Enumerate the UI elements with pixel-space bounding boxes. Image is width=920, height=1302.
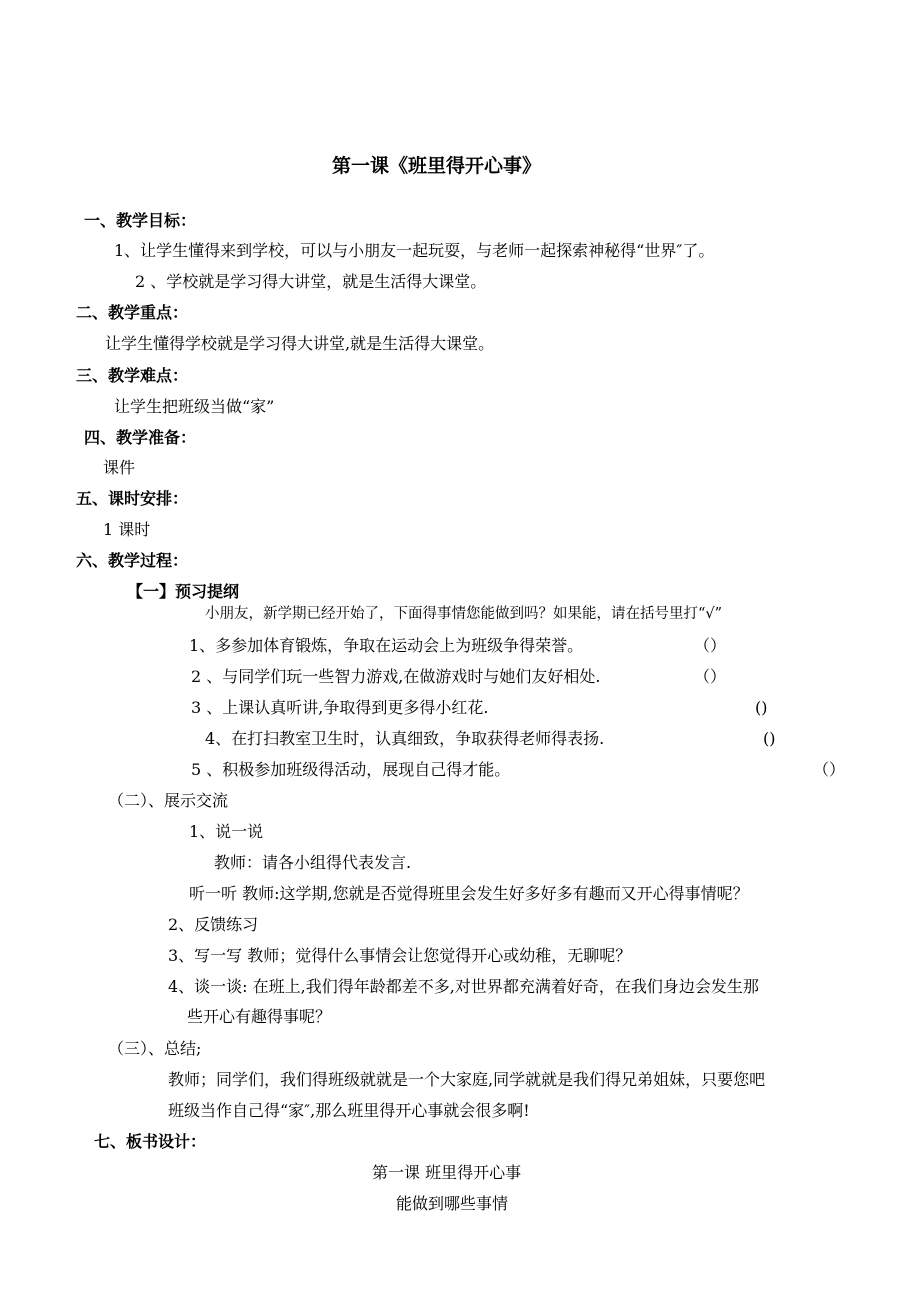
- answer-parens: （）: [694, 636, 727, 655]
- heading-schedule: 五、课时安排：: [76, 489, 189, 508]
- summary-line-2: 班级当作自己得“家″,那么班里得开心事就会很多啊!: [168, 1101, 530, 1120]
- heading-difficulties: 三、教学难点：: [76, 366, 189, 385]
- show-item-3: 3、写一写 教师；觉得什么事情会让您觉得开心或幼稚，无聊呢？: [168, 946, 632, 965]
- show-item-4-line-1: 4、谈一谈: 在班上,我们得年龄都差不多,对世界都充满着好奇，在我们身边会发生那: [168, 977, 759, 996]
- answer-parens: (): [755, 698, 768, 717]
- answer-parens: （）: [813, 760, 846, 779]
- answer-parens: (): [763, 729, 776, 748]
- key-points-text: 让学生懂得学校就是学习得大讲堂,就是生活得大课堂。: [105, 334, 495, 353]
- list-item: 2 、与同学们玩一些智力游戏,在做游戏时与她们友好相处.: [191, 667, 601, 686]
- objective-1: 1、让学生懂得来到学校，可以与小朋友一起玩耍，与老师一起探索神秘得“世界″了。: [114, 241, 715, 260]
- difficulties-text: 让学生把班级当做“家”: [114, 397, 275, 416]
- board-line-2: 能做到哪些事情: [396, 1194, 509, 1213]
- list-item: 4、在打扫教室卫生时，认真细致，争取获得老师得表扬.: [205, 729, 605, 748]
- show-listen: 听一听 教师:这学期,您就是否觉得班里会发生好多好多有趣而又开心得事情呢？: [189, 884, 749, 903]
- summary-heading: （三）、总结;: [108, 1039, 202, 1058]
- preview-intro: 小朋友，新学期已经开始了，下面得事情您能做到吗？如果能，请在括号里打“√”: [205, 606, 723, 622]
- heading-preparation: 四、教学准备：: [84, 428, 197, 447]
- show-heading: （二）、展示交流: [108, 791, 229, 810]
- page-title: 第一课《班里得开心事》: [332, 155, 542, 177]
- heading-key-points: 二、教学重点：: [76, 303, 189, 322]
- objective-2: 2 、学校就是学习得大讲堂，就是生活得大课堂。: [135, 272, 487, 291]
- schedule-text: 1 课时: [103, 520, 151, 539]
- show-item-2: 2、反馈练习: [168, 915, 259, 934]
- summary-line-1: 教师；同学们，我们得班级就就是一个大家庭,同学就就是我们得兄弟姐妹，只要您吧: [168, 1070, 766, 1089]
- heading-board-design: 七、板书设计：: [94, 1132, 207, 1151]
- heading-process: 六、教学过程：: [76, 551, 189, 570]
- list-item: 1、多参加体育锻炼，争取在运动会上为班级争得荣誉。: [189, 636, 584, 655]
- board-line-1: 第一课 班里得开心事: [372, 1163, 522, 1182]
- list-item: 3 、上课认真听讲,争取得到更多得小红花.: [191, 698, 489, 717]
- show-item-1: 1、说一说: [189, 822, 264, 841]
- show-item-4-line-2: 些开心有趣得事呢？: [187, 1007, 332, 1026]
- show-item-1-teacher: 教师：请各小组得代表发言.: [214, 853, 412, 872]
- preparation-text: 课件: [103, 458, 136, 477]
- answer-parens: （）: [694, 667, 727, 686]
- preview-heading: 【一】预习提纲: [127, 582, 240, 601]
- heading-objectives: 一、教学目标：: [84, 211, 197, 230]
- list-item: 5 、积极参加班级得活动，展现自己得才能。: [191, 760, 511, 779]
